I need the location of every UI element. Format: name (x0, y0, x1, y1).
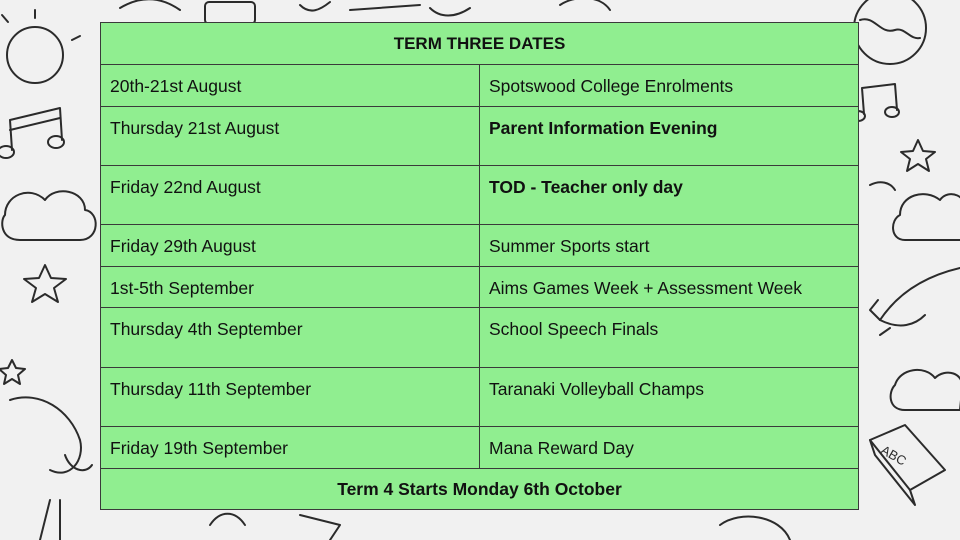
term-dates-table (100, 22, 859, 510)
sun-icon (2, 10, 80, 83)
table-row (101, 308, 859, 368)
term-four-start-note: Term 4 Starts Monday 6th October (101, 469, 859, 510)
plane-icon (560, 0, 610, 10)
star-icon (901, 140, 935, 171)
date-cell: Friday 19th September (101, 427, 480, 469)
date-cell: Thursday 21st August (101, 107, 480, 166)
date-cell: Thursday 11th September (101, 368, 480, 427)
rocket-icon (870, 268, 960, 335)
phone-icon (205, 2, 255, 24)
event-cell: Aims Games Week + Assessment Week (480, 267, 859, 308)
music-note-icon (0, 108, 64, 158)
cloud-icon (2, 191, 95, 240)
date-cell: 20th-21st August (101, 65, 480, 107)
table-row (101, 267, 859, 308)
date-cell: Thursday 4th September (101, 308, 480, 368)
table-row (101, 65, 859, 107)
table-header-row (101, 23, 859, 65)
event-cell: Mana Reward Day (480, 427, 859, 469)
table-footer-row (101, 469, 859, 510)
event-cell: Parent Information Evening (480, 107, 859, 166)
event-cell: Taranaki Volleyball Champs (480, 368, 859, 427)
date-cell: Friday 29th August (101, 225, 480, 267)
table-title: TERM THREE DATES (101, 23, 859, 65)
event-cell: School Speech Finals (480, 308, 859, 368)
event-cell: TOD - Teacher only day (480, 166, 859, 225)
table-row (101, 368, 859, 427)
book-icon (870, 425, 945, 505)
date-cell: Friday 22nd August (101, 166, 480, 225)
date-cell: 1st-5th September (101, 267, 480, 308)
book-label: ABC (878, 442, 909, 469)
event-cell: Spotswood College Enrolments (480, 65, 859, 107)
table-row (101, 427, 859, 469)
globe-icon (854, 0, 926, 64)
swirl-icon (10, 397, 92, 540)
table-row (101, 107, 859, 166)
table-row (101, 225, 859, 267)
table-row (101, 166, 859, 225)
star-icon (24, 265, 66, 302)
cloud-icon (891, 370, 960, 410)
swirl-icon (210, 514, 790, 540)
bird-icon (120, 0, 470, 16)
star-icon (0, 360, 25, 384)
event-cell: Summer Sports start (480, 225, 859, 267)
cloud-icon (870, 182, 960, 240)
